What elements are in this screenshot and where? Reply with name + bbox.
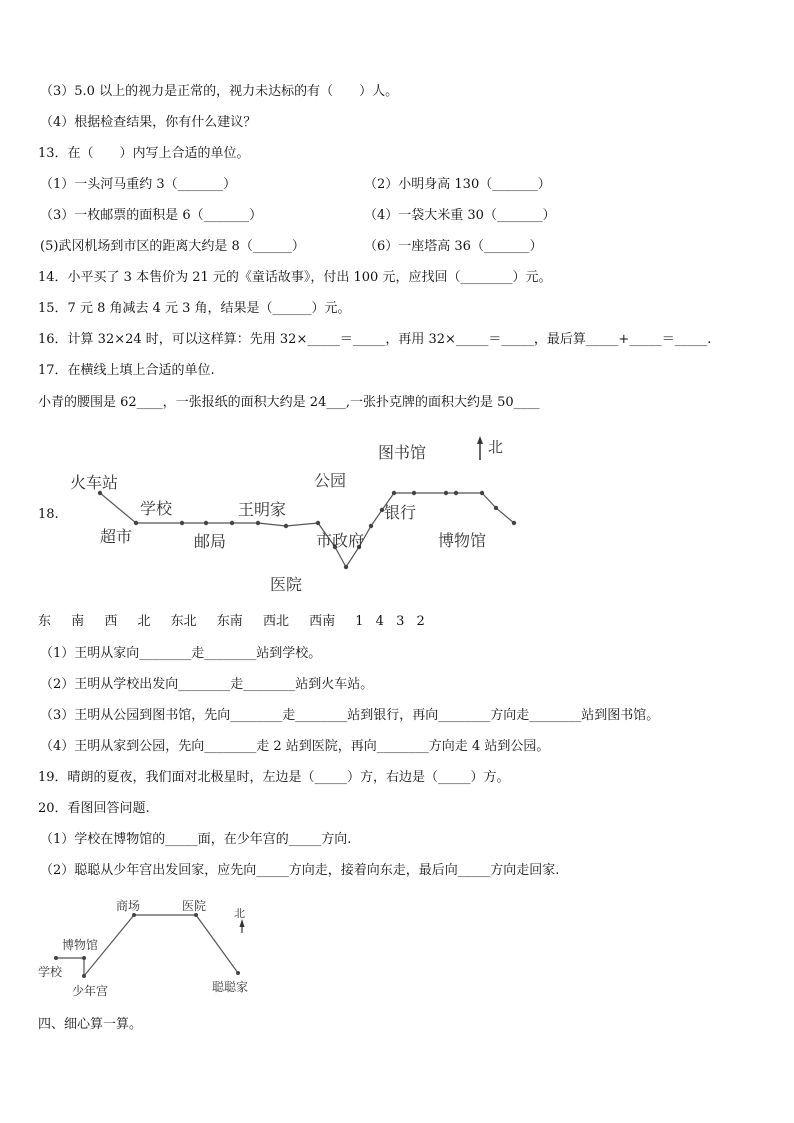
map1-north: 北 — [488, 438, 504, 456]
q13-item4: （4）一袋大米重 30（_______） — [364, 208, 556, 223]
map2-congcong-home: 聪聪家 — [212, 980, 249, 994]
q12-part3: （3）5.0 以上的视力是正常的，视力未达标的有（ ）人。 — [40, 84, 399, 99]
route-map-1 — [64, 430, 524, 595]
map1-post-office: 邮局 — [194, 532, 227, 551]
map2-hospital: 医院 — [182, 899, 207, 913]
option: 东 — [38, 614, 52, 629]
q19: 19．晴朗的夏夜，我们面对北极星时，左边是（_____）方，右边是（_____）方。 — [38, 770, 510, 785]
map2-school: 学校 — [38, 965, 63, 979]
q13-item6: （6）一座塔高 36（_______） — [364, 239, 543, 254]
option: 南 — [71, 614, 85, 629]
option: 东北 — [170, 614, 197, 629]
map2-youth-palace: 少年宫 — [72, 984, 109, 998]
q20-title: 20．看图回答问题. — [38, 801, 150, 816]
map1-school: 学校 — [140, 499, 173, 518]
section-4-title: 四、细心算一算。 — [38, 1017, 143, 1032]
map2-north: 北 — [234, 907, 245, 920]
option: 西南 — [309, 614, 336, 629]
q13-item5: (5)武冈机场到市区的距离大约是 8（______） — [40, 239, 305, 254]
map2-museum: 博物馆 — [62, 938, 99, 952]
map1-city-hall: 市政府 — [316, 531, 365, 550]
q20-item1: （1）学校在博物馆的_____面，在少年宫的_____方向. — [40, 832, 352, 847]
q14: 14．小平买了 3 本售价为 21 元的《童话故事》，付出 100 元，应找回（________）元。 — [38, 270, 552, 285]
option: 北 — [137, 614, 151, 629]
q18-item4: （4）王明从家到公园，先向________走 2 站到医院，再向________方向走 4 站到公园。 — [40, 739, 550, 754]
q15: 15．7 元 8 角减去 4 元 3 角，结果是（______）元。 — [38, 301, 351, 316]
option: 西北 — [262, 614, 289, 629]
map1-hospital: 医院 — [270, 575, 303, 594]
north-arrow-1 — [477, 436, 483, 460]
option: 2 — [416, 614, 425, 629]
map1-train-station: 火车站 — [70, 473, 119, 492]
q16: 16．计算 32×24 时，可以这样算：先用 32×_____＝_____，再用 32×_____＝_____，最后算_____+_____＝_____. — [38, 332, 712, 347]
map2-mall: 商场 — [116, 899, 141, 913]
q18-item2: （2）王明从学校出发向________走________站到火车站。 — [40, 677, 374, 692]
map1-wangming-home: 王明家 — [238, 500, 287, 519]
q18-number: 18. — [38, 507, 59, 522]
option: 东南 — [216, 614, 243, 629]
q20-item2: （2）聪聪从少年宫出发回家，应先向_____方向走，接着向东走，最后向_____方向走回家. — [40, 863, 560, 878]
q17-body: 小青的腰围是 62____，一张报纸的面积大约是 24___,一张扑克牌的面积大约是 50____ — [38, 395, 540, 410]
option: 3 — [396, 614, 405, 629]
map1-library: 图书馆 — [378, 443, 427, 462]
q17-title: 17．在横线上填上合适的单位. — [38, 363, 215, 378]
map1-park: 公园 — [314, 471, 347, 490]
q13-title: 13．在（ ）内写上合适的单位。 — [38, 146, 250, 161]
q13-item3: （3）一枚邮票的面积是 6（_______） — [40, 208, 263, 223]
q13-item2: （2）小明身高 130（_______） — [364, 177, 551, 192]
q12-part4: （4）根据检查结果，你有什么建议？ — [40, 115, 257, 130]
north-arrow-2 — [240, 919, 245, 933]
route-map-2 — [36, 895, 266, 1003]
q18-options — [38, 613, 433, 631]
map1-bank: 银行 — [384, 503, 417, 522]
option: 西 — [104, 614, 118, 629]
option: 1 — [355, 614, 364, 629]
q18-item3: （3）王明从公园到图书馆，先向________走________站到银行，再向________方向走________站到图书馆。 — [40, 708, 660, 723]
map1-museum: 博物馆 — [438, 531, 487, 550]
option: 4 — [375, 614, 384, 629]
q13-item1: （1）一头河马重约 3（_______） — [40, 177, 237, 192]
map1-supermarket: 超市 — [100, 527, 133, 546]
q18-item1: （1）王明从家向________走________站到学校。 — [40, 646, 322, 661]
